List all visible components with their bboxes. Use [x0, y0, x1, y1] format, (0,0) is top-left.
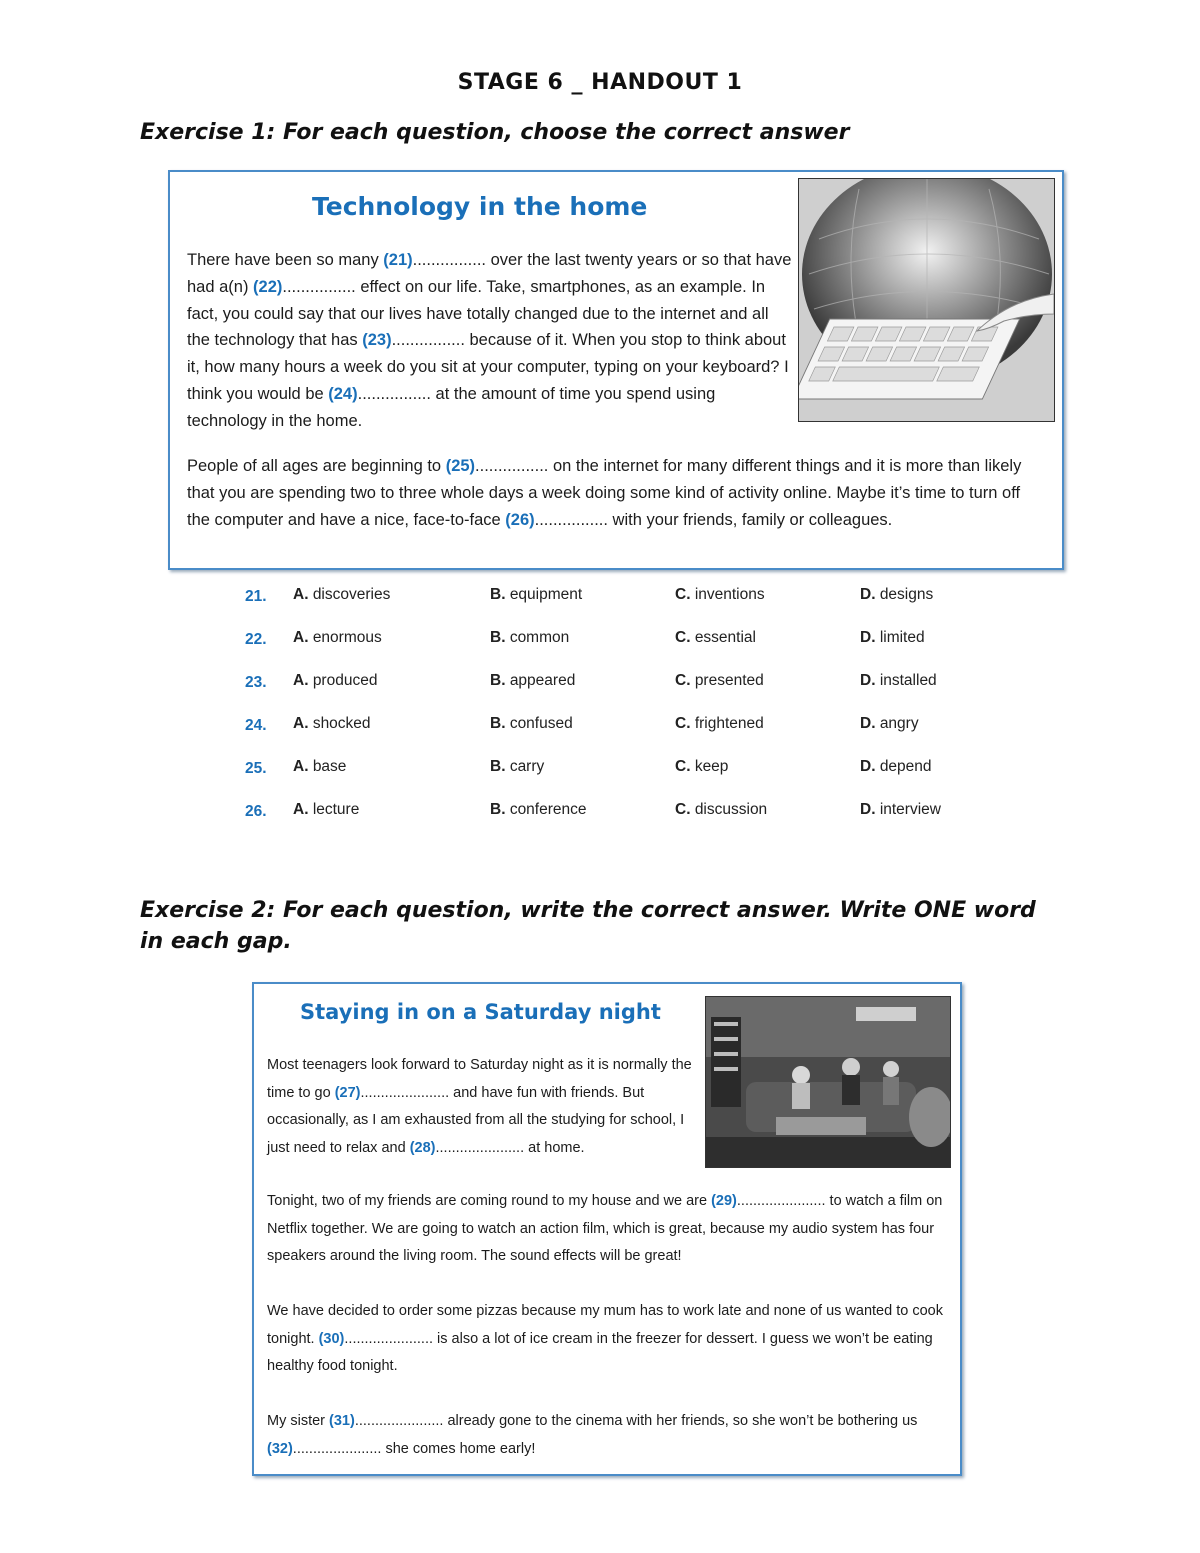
- option-letter: A.: [293, 758, 313, 775]
- exercise2-heading: Exercise 2: For each question, write the correct answer. Write ONE word in each gap.: [140, 898, 1036, 954]
- friends-living-room-photo: [705, 996, 951, 1168]
- option-letter: D.: [860, 672, 880, 689]
- option-text: depend: [879, 758, 932, 775]
- friends-living-room-image: [706, 997, 950, 1167]
- answer-option[interactable]: [675, 629, 756, 647]
- exercise2-text-box: [252, 982, 962, 1476]
- passage-text: We have decided to order some pizzas because my mum has to work late and none of us wanted to cook tonight.: [267, 1303, 943, 1347]
- option-text: conference: [509, 801, 587, 818]
- option-text: equipment: [509, 586, 583, 603]
- answer-option[interactable]: [860, 672, 937, 690]
- option-text: installed: [879, 672, 937, 689]
- option-text: presented: [694, 672, 764, 689]
- answer-option[interactable]: [293, 629, 382, 647]
- option-letter: B.: [490, 586, 510, 603]
- option-letter: A.: [293, 629, 313, 646]
- page-title: STAGE 6 _ HANDOUT 1: [457, 70, 743, 95]
- option-letter: A.: [293, 801, 313, 818]
- question-row: [245, 715, 1005, 758]
- exercise1-box-title: Technology in the home: [312, 192, 648, 221]
- question-number: 26.: [245, 803, 267, 820]
- option-letter: B.: [490, 715, 510, 732]
- answer-option[interactable]: [675, 801, 767, 819]
- option-letter: B.: [490, 672, 510, 689]
- answer-option[interactable]: [675, 672, 764, 690]
- exercise2-paragraph-3: [267, 1298, 952, 1381]
- question-row: [245, 586, 1005, 629]
- answer-option[interactable]: [293, 672, 377, 690]
- option-text: shocked: [312, 715, 371, 732]
- option-letter: D.: [860, 629, 880, 646]
- question-number: 21.: [245, 588, 267, 605]
- gap-number: (29): [711, 1193, 737, 1209]
- option-letter: B.: [490, 801, 510, 818]
- option-text: interview: [879, 801, 941, 818]
- answer-option[interactable]: [293, 758, 346, 776]
- exercise1-options-list: [245, 586, 1005, 844]
- gap-number: (24): [328, 384, 358, 403]
- exercise1-paragraph-2: [187, 453, 1037, 533]
- option-letter: B.: [490, 758, 510, 775]
- option-text: appeared: [509, 672, 576, 689]
- passage-text: ...................... already gone to the cinema with her friends, so she won’t be bothering us: [354, 1413, 918, 1429]
- option-text: produced: [312, 672, 378, 689]
- option-text: base: [312, 758, 347, 775]
- option-text: designs: [879, 586, 934, 603]
- question-row: [245, 801, 1005, 844]
- gap-number: (28): [409, 1139, 436, 1156]
- question-row: [245, 758, 1005, 801]
- gap-number: (25): [445, 457, 476, 475]
- exercise1-heading: Exercise 1: For each question, choose the correct answer: [140, 120, 850, 145]
- exercise1-text-box: [168, 170, 1064, 570]
- keyboard-globe-photo: [798, 178, 1055, 422]
- passage-text: ................ because of it. When you stop to think about it, how many hours a week do you sit at your computer, typing on your keyboard? I think you would be: [187, 331, 789, 403]
- option-text: essential: [694, 629, 756, 646]
- option-letter: A.: [293, 586, 313, 603]
- option-text: angry: [879, 715, 919, 732]
- passage-text: ................ effect on our life. Take, smartphones, as an example. In fact, you could say that our lives have totally changed due to the internet and all the technology that has: [187, 277, 769, 350]
- option-letter: C.: [675, 586, 695, 603]
- answer-option[interactable]: [490, 629, 569, 647]
- exercise2-paragraph-4: [267, 1408, 952, 1463]
- option-text: lecture: [312, 801, 360, 818]
- option-text: frightened: [694, 715, 764, 732]
- passage-text: ...................... to watch a film on Netflix together. We are going to watch an action film, which is great, because my audio system has four speakers around the living room. The sound effects will be great!: [267, 1193, 943, 1264]
- answer-option[interactable]: [490, 586, 582, 604]
- keyboard-globe-image: [799, 179, 1054, 421]
- option-letter: B.: [490, 629, 510, 646]
- answer-option[interactable]: [675, 586, 765, 604]
- question-number: 24.: [245, 717, 267, 734]
- option-text: discoveries: [312, 586, 391, 603]
- passage-text: ...................... she comes home early!: [292, 1440, 536, 1457]
- gap-number: (32): [267, 1440, 293, 1457]
- question-number: 23.: [245, 674, 267, 691]
- option-letter: A.: [293, 715, 313, 732]
- option-text: discussion: [694, 801, 768, 818]
- gap-number: (26): [505, 510, 535, 529]
- option-text: keep: [694, 758, 729, 775]
- exercise1-paragraph-1: [187, 247, 793, 435]
- answer-option[interactable]: [293, 801, 359, 819]
- passage-text: ................ with your friends, family or colleagues.: [534, 510, 893, 529]
- answer-option[interactable]: [490, 672, 575, 690]
- gap-number: (22): [253, 277, 283, 296]
- option-text: carry: [509, 758, 545, 775]
- exercise2-paragraph-1: [267, 1052, 697, 1162]
- answer-option[interactable]: [293, 586, 390, 604]
- option-letter: C.: [675, 758, 695, 775]
- exercise2-box-title: Staying in on a Saturday night: [300, 1000, 661, 1024]
- answer-option[interactable]: [490, 801, 587, 819]
- answer-option[interactable]: [293, 715, 371, 733]
- passage-text: ...................... is also a lot of ice cream in the freezer for dessert. I guess we won’t be eating healthy food tonight.: [267, 1330, 933, 1374]
- passage-text: ...................... at home.: [435, 1139, 585, 1156]
- passage-text: ................ on the internet for many different things and it is more than likely that you are spending two to three whole days a week doing some kind of activity online. Maybe it’s time to turn off the computer and have a nice, face-to-face: [187, 457, 1022, 529]
- gap-number: (21): [383, 251, 413, 269]
- question-number: 25.: [245, 760, 267, 777]
- option-letter: D.: [860, 586, 880, 603]
- option-text: common: [509, 629, 570, 646]
- option-letter: D.: [860, 715, 880, 732]
- option-letter: D.: [860, 758, 880, 775]
- answer-option[interactable]: [675, 758, 728, 776]
- option-letter: C.: [675, 801, 695, 818]
- gap-number: (30): [318, 1330, 345, 1347]
- passage-text: ................ at the amount of time you spend using technology in the home.: [187, 384, 716, 430]
- option-text: confused: [509, 715, 573, 732]
- answer-option[interactable]: [860, 586, 933, 604]
- gap-number: (31): [329, 1413, 355, 1429]
- option-text: limited: [879, 629, 925, 646]
- answer-option[interactable]: [490, 758, 544, 776]
- option-letter: C.: [675, 629, 695, 646]
- answer-option[interactable]: [675, 715, 764, 733]
- passage-text: Tonight, two of my friends are coming round to my house and we are: [267, 1193, 712, 1209]
- option-letter: C.: [675, 672, 695, 689]
- passage-text: There have been so many: [187, 251, 384, 269]
- passage-text: ...................... and have fun with friends. But occasionally, as I am exhausted from all the studying for school, I just need to relax and: [267, 1084, 685, 1156]
- gap-number: (23): [362, 331, 392, 350]
- answer-option[interactable]: [490, 715, 573, 733]
- option-letter: C.: [675, 715, 695, 732]
- passage-text: People of all ages are beginning to: [187, 457, 446, 475]
- option-text: inventions: [694, 586, 765, 603]
- gap-number: (27): [334, 1084, 361, 1101]
- option-text: enormous: [312, 629, 382, 646]
- passage-text: My sister: [267, 1413, 330, 1429]
- question-row: [245, 629, 1005, 672]
- exercise2-paragraph-2: [267, 1188, 952, 1271]
- answer-option[interactable]: [860, 715, 919, 733]
- passage-text: ................ over the last twenty years or so that have had a(n): [187, 251, 792, 296]
- option-letter: A.: [293, 672, 313, 689]
- question-row: [245, 672, 1005, 715]
- answer-option[interactable]: [860, 629, 925, 647]
- answer-option[interactable]: [860, 758, 932, 776]
- option-letter: D.: [860, 801, 880, 818]
- question-number: 22.: [245, 631, 267, 648]
- answer-option[interactable]: [860, 801, 941, 819]
- passage-text: Most teenagers look forward to Saturday night as it is normally the time to go: [267, 1057, 692, 1101]
